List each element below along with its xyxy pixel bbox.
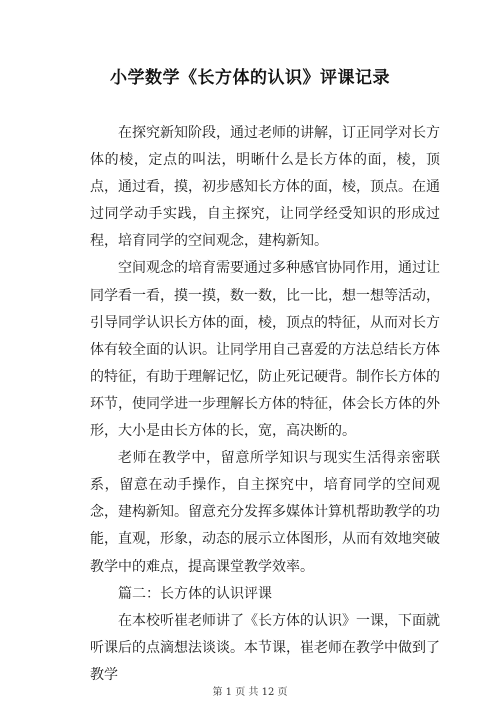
section-heading: 篇二：长方体的认识评课 bbox=[118, 585, 272, 602]
paragraph: 在本校听崔老师讲了《长方体的认识》一课，下面就听课后的点滴想法谈谈。本节课，崔老师在教学中做到了教学 bbox=[90, 612, 440, 683]
paragraph: 空间观念的培育需要通过多种感官协同作用，通过让同学看一看，摸一摸，数一数，比一比，想一想等活动，引导同学认识长方体的面，棱，顶点的特征，从而对长方体有较全面的认识。让同学用自己喜爱的方法总结长方体的特征，有助于理解记忆，防止死记硬背。制作长方体的环节，使同学进一步理解长方体的特征，体会长方体的外形，大小是由长方体的长，宽，高决断的。 bbox=[90, 260, 440, 440]
paragraph: 老师在教学中，留意所学知识与现实生活得亲密联系，留意在动手操作，自主探究中，培育同学的空间观念，建构新知。留意充分发挥多媒体计算机帮助教学的功能，直观，形象，动态的展示立体图形，从而有效地突破教学中的难点，提高课堂教学效率。 bbox=[90, 450, 440, 575]
paragraph: 在探究新知阶段，通过老师的讲解，订正同学对长方体的棱，定点的叫法，明晰什么是长方体的面，棱，顶点，通过看，摸，初步感知长方体的面，棱，顶点。在通过同学动手实践，自主探究，让同学经受知识的形成过程，培育同学的空间观念，建构新知。 bbox=[90, 125, 440, 250]
document-title: 小学数学《长方体的认识》评课记录 bbox=[110, 68, 390, 88]
page-footer: 第 1 页 共 12 页 bbox=[212, 687, 288, 698]
document-body bbox=[90, 120, 440, 689]
